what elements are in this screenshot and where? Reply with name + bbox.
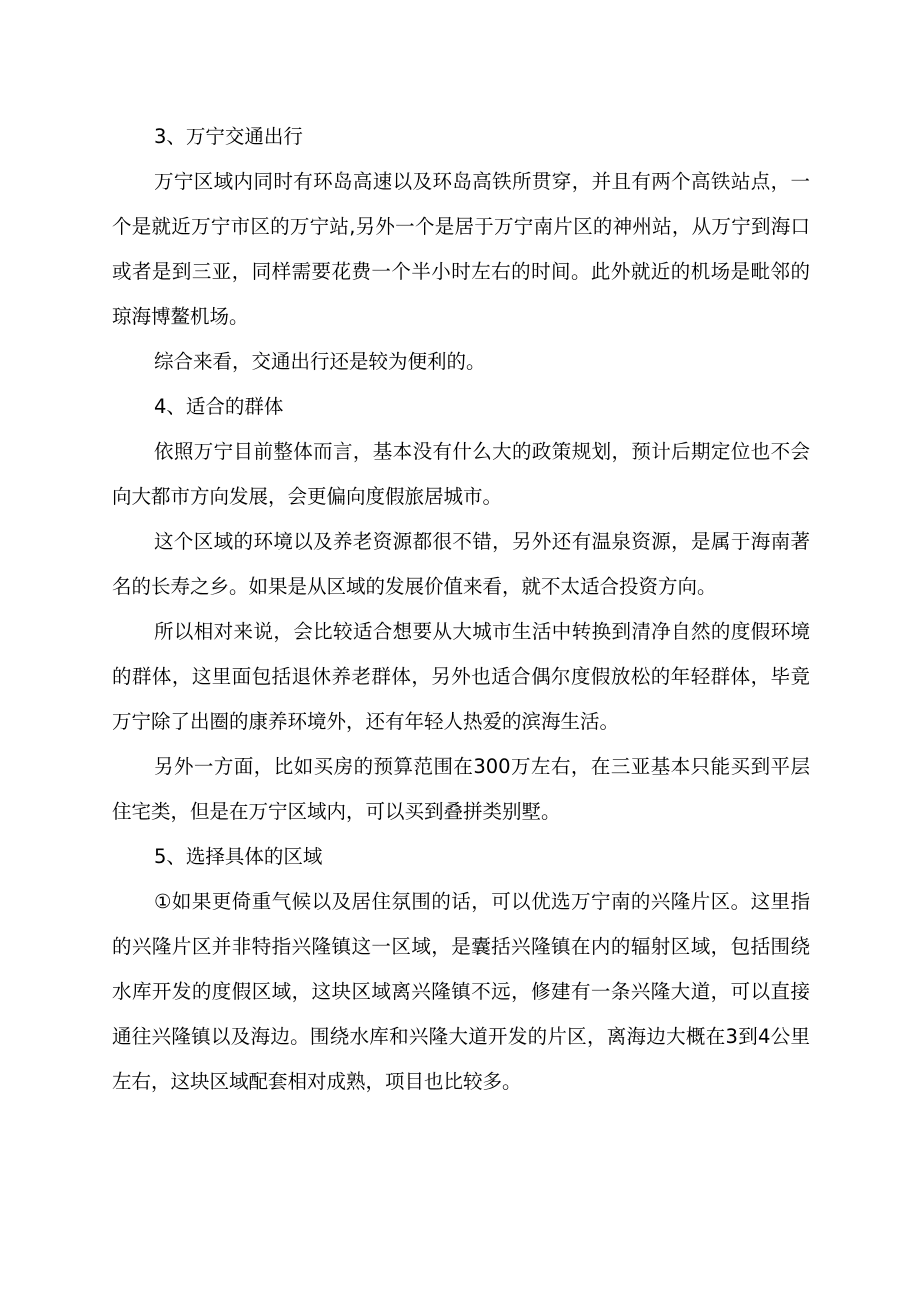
section-heading-transport: 3、万宁交通出行	[154, 125, 303, 148]
paragraph-xinglong-area: ①如果更倚重气候以及居住氛围的话，可以优选万宁南的兴隆片区。这里指的兴隆片区并非特指兴隆镇这一区域，是囊括兴隆镇在内的辐射区域，包括围绕水库开发的度假区域，这块区域离兴隆镇不远，修建有一条兴隆大道，可以直接通往兴隆镇以及海边。围绕水库和兴隆大道开发的片区，离海边大概在3到4公里左右，这块区域配套相对成熟，项目也比较多。	[112, 890, 810, 1093]
paragraph-transport-summary: 综合来看，交通出行还是较为便利的。	[154, 350, 486, 373]
document-body	[112, 114, 810, 1104]
section-heading-choose-area: 5、选择具体的区域	[154, 845, 323, 868]
paragraph-transport-details: 万宁区域内同时有环岛高速以及环岛高铁所贯穿，并且有两个高铁站点，一个是就近万宁市区的万宁站,另外一个是居于万宁南片区的神州站，从万宁到海口或者是到三亚，同样需要花费一个半小时左右的时间。此外就近的机场是毗邻的琼海博鳌机场。	[112, 170, 810, 328]
paragraph-budget: 另外一方面，比如买房的预算范围在300万左右，在三亚基本只能买到平层住宅类，但是在万宁区域内，可以买到叠拼类别墅。	[112, 755, 810, 823]
section-heading-target-groups: 4、适合的群体	[154, 395, 284, 418]
paragraph-city-positioning: 依照万宁目前整体而言，基本没有什么大的政策规划，预计后期定位也不会向大都市方向发展，会更偏向度假旅居城市。	[112, 440, 810, 508]
paragraph-environment: 这个区域的环境以及养老资源都很不错，另外还有温泉资源，是属于海南著名的长寿之乡。如果是从区域的发展价值来看，就不太适合投资方向。	[112, 530, 810, 598]
paragraph-suitable-groups: 所以相对来说，会比较适合想要从大城市生活中转换到清净自然的度假环境的群体，这里面包括退休养老群体，另外也适合偶尔度假放松的年轻群体，毕竟万宁除了出圈的康养环境外，还有年轻人热爱的滨海生活。	[112, 620, 810, 733]
